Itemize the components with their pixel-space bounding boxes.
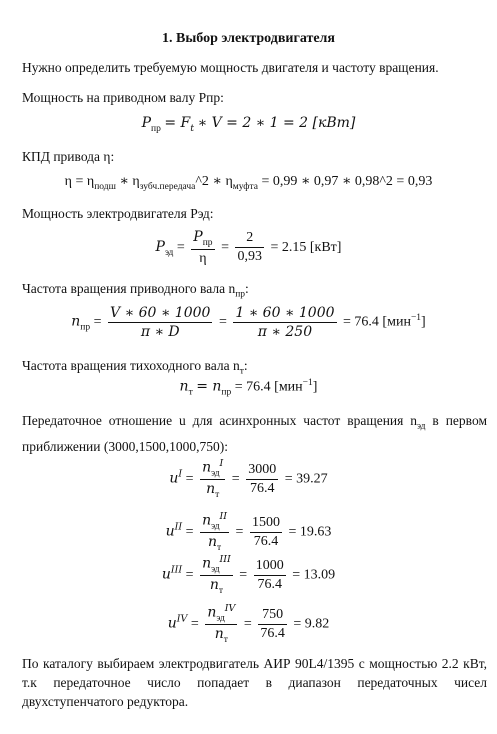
low-speed-label: Частота вращения тихоходного вала $n_т$: — [22, 358, 248, 377]
ratio-equation-3: $u^{III}$ = $\frac{n_{эд}^{III}}{n_т}$ = $\frac{1000}{76.4}$ = 13.09 — [161, 554, 336, 597]
ratio-equation-2: $u^{II}$ = $\frac{n_{эд}^{II}}{n_т}$ = $\frac{1500}{76.4}$ = 19.63 — [165, 511, 332, 554]
drive-speed-equation: $n_{пр}$ = $\frac{V ∗ 60 ∗ 1000}{\pi ∗ D}$ = $\frac{1 ∗ 60 ∗ 1000}{\pi ∗ 250}$ = 76.4 [мин$^{-1}$] — [71, 305, 426, 340]
shaft-power-equation: $P_{пр} = F_t$ ∗ V = 2 ∗ 1 = 2 [кВт] — [141, 115, 356, 134]
efficiency-equation: $\eta = \eta_{подш}$ ∗ $\eta_{зубч.передача}\^{}2$ ∗ $\eta_{муфта} = 0,99$ ∗ 0,97 ∗ 0,98^2 = 0,93 — [64, 174, 433, 192]
conclusion-paragraph: По каталогу выбираем электродвигатель АИР 90L4/1395 с мощностью 2.2 кВт, т.к передаточное число попадает в диапазон передаточных чисел двухступенчатого редуктора. — [22, 656, 487, 709]
ratio-equation-4: $u^{IV}$ = $\frac{n_{эд}^{IV}}{n_т}$ = $\frac{750}{76.4}$ = 9.82 — [167, 603, 330, 646]
drive-speed-label: Частота вращения приводного вала $n_{пр}$: — [22, 281, 249, 300]
motor-power-equation: $P_{эд}$ = $\frac{P_{пр}}{\eta}$ = $\frac{2}{0,93}$ = 2.15 [кВт] — [155, 229, 342, 266]
low-speed-equation: $n_т = n_{пр} = 76.4$ [мин$^{-1}$] — [179, 378, 318, 398]
ratio-equation-1: $u^I$ = $\frac{n_{эд}^I}{n_т}$ = $\frac{3000}{76.4}$ = 39.27 — [169, 458, 328, 501]
motor-power-fraction-1: $\frac{P_{пр}}{\eta}$ — [193, 229, 213, 266]
efficiency-label: КПД привода η: — [22, 149, 115, 164]
intro-paragraph: Нужно определить требуемую мощность двигателя и частоту вращения. — [22, 60, 439, 75]
motor-power-label: Мощность электродвигателя Pэд: — [22, 206, 214, 221]
drive-speed-fraction-1: $\frac{V ∗ 60 ∗ 1000}{\pi ∗ D}$ — [110, 305, 211, 340]
drive-speed-fraction-2: $\frac{1 ∗ 60 ∗ 1000}{\pi ∗ 250}$ — [235, 305, 335, 340]
shaft-power-label: Мощность на приводном валу Pпр: — [22, 90, 224, 105]
section-heading: 1. Выбор электродвигателя — [162, 31, 335, 46]
ratio-paragraph: Передаточное отношение u для асинхронных частот вращения $n_{эд}$ в первом приближении (3000,1500,1000,750): — [22, 413, 487, 454]
motor-power-fraction-2: $\frac{2}{0,93}$ — [237, 230, 262, 265]
